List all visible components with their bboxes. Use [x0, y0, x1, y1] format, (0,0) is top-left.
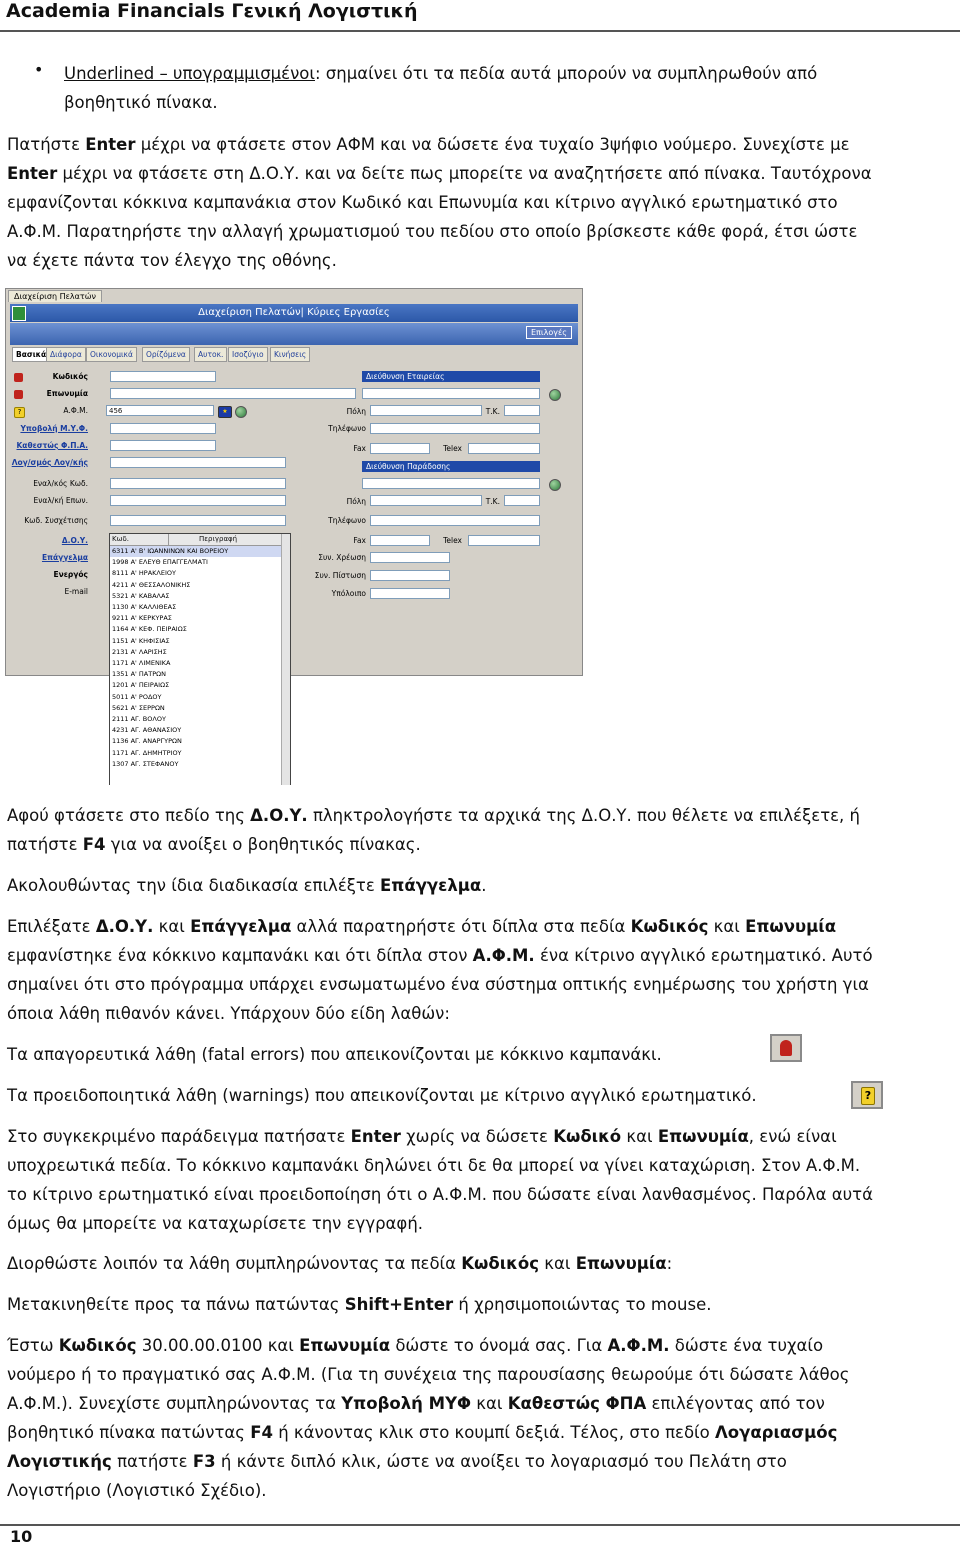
- tab-balance[interactable]: Ισοζύγιο: [228, 347, 268, 362]
- paragraph-example-values: [7, 1331, 947, 1505]
- charges-value: [370, 552, 450, 563]
- delivery-address-input[interactable]: [362, 478, 540, 489]
- t: ή κάνοντας κλικ στο κουμπί δεξιά. Τέλος, στο πεδίο: [272, 1423, 715, 1442]
- footer-divider: [0, 1524, 960, 1526]
- t: δώστε ένα τυχαίο: [669, 1336, 824, 1355]
- t: F4: [250, 1423, 273, 1442]
- t: εμφανίζονται κόκκινα καμπανάκια στον Κωδικό και Επωνυμία και κίτρινο αγγλικό ερωτηματικό στο: [7, 193, 838, 212]
- telex-input[interactable]: [468, 443, 540, 454]
- scrollbar[interactable]: [281, 534, 290, 785]
- t: και: [153, 917, 191, 936]
- t: να έχετε πάντα τον έλεγχο της οθόνης.: [7, 251, 337, 270]
- t: Α.Φ.Μ.: [472, 946, 535, 965]
- t: Κωδικός: [630, 917, 709, 936]
- t: μέχρι να φτάσετε στον ΑΦΜ και να δώσετε ένα τυχαίο 3ψήφιο νούμερο. Συνεχίστε με: [135, 135, 850, 154]
- paragraph-profession: [7, 871, 947, 900]
- app-window: [5, 288, 583, 676]
- t: Α.Φ.Μ.: [607, 1336, 670, 1355]
- fpa-input[interactable]: [110, 440, 216, 451]
- t: όμως θα μπορείτε να καταχωρίσετε την εγγραφή.: [7, 1214, 424, 1233]
- question-warning-icon: ?: [861, 1087, 875, 1105]
- t: ή κάντε διπλό κλικ, ώστε να ανοίξει το λογαριασμό του Πελάτη στο: [215, 1452, 787, 1471]
- label-kod-sys: Κωδ. Συσχέτισης: [24, 516, 88, 525]
- paragraph-example: [7, 1122, 947, 1238]
- window-tab[interactable]: Διαχείριση Πελατών: [8, 290, 102, 302]
- warning-icon: ?: [14, 407, 25, 418]
- label-profession: Επάγγελμα: [41, 553, 88, 562]
- label-balance: Υπόλοιπο: [331, 589, 366, 598]
- t: Λογιστήριο (Λογιστικό Σχέδιο).: [7, 1481, 267, 1500]
- t: για να ανοίξει ο βοηθητικός πίνακας.: [105, 835, 421, 854]
- t: Επωνυμία: [657, 1127, 749, 1146]
- t: Επωνυμία: [299, 1336, 391, 1355]
- eu-flag-icon[interactable]: ★: [218, 406, 232, 418]
- globe-icon[interactable]: [549, 389, 561, 401]
- globe-icon[interactable]: [549, 479, 561, 491]
- kod-sys-input[interactable]: [110, 515, 286, 526]
- t: εμφανίστηκε ένα κόκκινο καμπανάκι και ότι δίπλα στον: [7, 946, 473, 965]
- t: Α.Φ.Μ. Παρατηρήστε την αλλαγή χρωματισμού του πεδίου στο οποίο βρίσκεστε κάθε φορά, έτσι ώστε: [7, 222, 858, 241]
- fatal-errors-text: Τα απαγορευτικά λάθη (fatal errors) που απεικονίζονται με κόκκινο καμπανάκι.: [7, 1045, 662, 1064]
- list-item[interactable]: 4211 Α' ΘΕΣΣΑΛΟΝΙΚΗΣ: [112, 580, 191, 589]
- t: .: [481, 876, 487, 895]
- bell-button: [770, 1034, 802, 1062]
- dropdown-rows: [110, 546, 290, 770]
- t: Επωνυμία: [575, 1254, 667, 1273]
- t: Επιλέξατε: [7, 917, 96, 936]
- tab-financial[interactable]: Οικονομικά: [86, 347, 137, 362]
- telex-input-2[interactable]: [468, 535, 540, 546]
- t: Επάγγελμα: [190, 917, 292, 936]
- t: Ακολουθώντας την ίδια διαδικασία επιλέξτε: [7, 876, 381, 895]
- list-item[interactable]: 1307 ΑΓ. ΣΤΕΦΑΝΟΥ: [112, 759, 179, 768]
- t: και: [621, 1127, 658, 1146]
- dropdown-header: [110, 534, 290, 546]
- t: 30.00.00.0100 και: [136, 1336, 300, 1355]
- code-input[interactable]: [110, 371, 216, 382]
- list-item[interactable]: 5621 Α' ΣΕΡΡΩΝ: [112, 703, 165, 712]
- t: επιλέγοντας από τον: [646, 1394, 825, 1413]
- label-doy: Δ.Ο.Υ.: [61, 536, 88, 545]
- tab-misc[interactable]: Διάφορα: [46, 347, 86, 362]
- afm-input[interactable]: 456: [106, 405, 214, 416]
- label-account: Λογ/σμός Λογ/κής: [11, 458, 88, 467]
- t: Καθεστώς ΦΠΑ: [507, 1394, 647, 1413]
- paragraph-errors: [7, 912, 947, 1028]
- t: ή χρησιμοποιώντας το mouse.: [453, 1295, 712, 1314]
- t: δώστε το όνομά σας. Για: [390, 1336, 608, 1355]
- paragraph-intro: [7, 130, 947, 275]
- t: ένα κίτρινο αγγλικό ερωτηματικό. Αυτό: [534, 946, 873, 965]
- tab-basic[interactable]: Βασικά: [12, 347, 50, 362]
- options-button[interactable]: Επιλογές: [526, 326, 572, 339]
- t: και: [539, 1254, 576, 1273]
- label-fpa: Καθεστώς Φ.Π.Α.: [16, 441, 88, 450]
- t: Επωνυμία: [745, 917, 837, 936]
- address-input[interactable]: [362, 388, 540, 399]
- t: Υποβολή ΜΥΦ: [341, 1394, 472, 1413]
- t: , ενώ είναι: [748, 1127, 837, 1146]
- list-item[interactable]: 1998 Α' ΕΛΕΥΘ ΕΠΑΓΓΕΛΜΑΤΙ: [112, 558, 208, 567]
- label-telex: Telex: [443, 444, 462, 453]
- paragraph-correct: [7, 1249, 947, 1278]
- t: Στο συγκεκριμένο παράδειγμα πατήσατε: [7, 1127, 351, 1146]
- bullet-text-a: : σημαίνει ότι τα πεδία αυτά μπορούν να συμπληρωθούν από: [314, 64, 818, 83]
- t: νούμερο ή το πραγματικό σας Α.Φ.Μ. (Για τη συνέχεια της παρουσίασης θεωρούμε ότι δώσατε λάθος: [7, 1365, 850, 1384]
- t: Κωδικός: [58, 1336, 137, 1355]
- t: αλλά παρατηρήστε ότι δίπλα στα πεδία: [291, 917, 631, 936]
- label-fax-2: Fax: [353, 536, 366, 545]
- t: Λογιστικής: [7, 1452, 112, 1471]
- col-desc: Περιγραφή: [199, 535, 238, 543]
- t: :: [666, 1254, 673, 1273]
- bell-icon: [780, 1040, 792, 1056]
- t: Διορθώστε λοιπόν τα λάθη συμπληρώνοντας τα πεδία: [7, 1254, 462, 1273]
- list-item[interactable]: 1136 ΑΓ. ΑΝΑΡΓΥΡΩΝ: [112, 737, 182, 746]
- list-item[interactable]: 6311 Α' Β' ΙΩΑΝΝΙΝΩΝ ΚΑΙ ΒΟΡΕΙΟΥ: [110, 546, 290, 557]
- label-tk-2: Τ.Κ.: [485, 497, 500, 506]
- t: και: [708, 917, 746, 936]
- t: Enter: [350, 1127, 401, 1146]
- label-charges: Συν. Χρέωση: [318, 553, 366, 562]
- doy-dropdown-list[interactable]: [109, 533, 291, 785]
- t: πληκτρολογήστε τα αρχικά της Δ.Ο.Υ. που θέλετε να επιλέξετε, ή: [307, 806, 860, 825]
- t: Α.Φ.Μ.). Συνεχίστε συμπληρώνοντας τα: [7, 1394, 342, 1413]
- bullet-text: [64, 59, 944, 117]
- t: Κωδικό: [553, 1127, 622, 1146]
- tab-transactions[interactable]: Κινήσεις: [270, 347, 310, 362]
- label-email: E-mail: [64, 587, 88, 596]
- t: και: [471, 1394, 508, 1413]
- globe-icon[interactable]: [235, 406, 247, 418]
- bullet-text-b: βοηθητικό πίνακα.: [64, 93, 218, 112]
- t: Shift+Enter: [344, 1295, 454, 1314]
- paragraph-navigate: [7, 1290, 947, 1319]
- list-item[interactable]: 2111 ΑΓ. ΒΟΛΟΥ: [112, 715, 166, 724]
- phone-input-2[interactable]: [370, 515, 540, 526]
- t: F4: [82, 835, 106, 854]
- label-phone-2: Τηλέφωνο: [328, 516, 366, 525]
- delivery-address-header: Διεύθυνση Παράδοσης: [362, 461, 540, 472]
- tk-input[interactable]: [504, 405, 540, 416]
- page-number: 10: [10, 1527, 33, 1546]
- t: Έστω: [7, 1336, 59, 1355]
- t: Κωδικός: [461, 1254, 539, 1273]
- t: βοηθητικό πίνακα πατώντας: [7, 1423, 251, 1442]
- account-input[interactable]: [110, 457, 286, 468]
- t: F3: [192, 1452, 216, 1471]
- header-divider: [0, 30, 960, 32]
- warning-button: [851, 1081, 883, 1109]
- tk-input-2[interactable]: [504, 495, 540, 506]
- t: σημαίνει ότι στο πρόγραμμα υπάρχει ενσωματωμένο ένα σύστημα οπτικής ενημέρωσης του χρήστη για: [7, 975, 869, 994]
- t: Enter: [85, 135, 136, 154]
- label-tk: Τ.Κ.: [485, 407, 500, 416]
- tab-auto[interactable]: Αυτοκ.: [194, 347, 227, 362]
- alt-code-input[interactable]: [110, 478, 286, 489]
- t: Δ.Ο.Υ.: [95, 917, 154, 936]
- t: Επάγγελμα: [380, 876, 482, 895]
- paragraph-doy: [7, 801, 947, 859]
- label-afm: Α.Φ.Μ.: [63, 406, 88, 415]
- t: υποχρεωτικά πεδία. Το κόκκινο καμπανάκι δηλώνει ότι δε θα μπορεί να γίνει καταχώριση. Στον Α.Φ.Μ.: [7, 1156, 861, 1175]
- t: Δ.Ο.Υ.: [250, 806, 308, 825]
- t: Πατήστε: [7, 135, 86, 154]
- t: Μετακινηθείτε προς τα πάνω πατώντας: [7, 1295, 345, 1314]
- list-item[interactable]: 2131 Α' ΛΑΡΙΣΗΣ: [112, 647, 167, 656]
- label-fax: Fax: [353, 444, 366, 453]
- label-telex-2: Telex: [443, 536, 462, 545]
- name-input[interactable]: [110, 388, 356, 399]
- window-subbar: [10, 323, 578, 345]
- label-myf: Υποβολή Μ.Υ.Φ.: [20, 424, 88, 433]
- list-item[interactable]: 4231 ΑΓ. ΑΘΑΝΑΣΙΟΥ: [112, 726, 182, 735]
- bullet-dot: •: [34, 60, 44, 79]
- label-phone: Τηλέφωνο: [328, 424, 366, 433]
- t: Λογαριασμός: [714, 1423, 838, 1442]
- t: χωρίς να δώσετε: [400, 1127, 554, 1146]
- t: Αφού φτάσετε στο πεδίο της: [7, 806, 251, 825]
- list-item[interactable]: 8111 Α' ΗΡΑΚΛΕΙΟΥ: [112, 569, 176, 578]
- phone-input[interactable]: [370, 423, 540, 434]
- t: πατήστε: [111, 1452, 193, 1471]
- list-item[interactable]: 1171 Α' ΛΙΜΕΝΙΚΑ: [112, 659, 171, 668]
- window-title: Διαχείριση Πελατών| Κύριες Εργασίες: [10, 304, 578, 322]
- t: όποια λάθη πιθανόν κάνει. Υπάρχουν δύο είδη λαθών:: [7, 1004, 450, 1023]
- app-logo-icon: [12, 306, 26, 321]
- list-item[interactable]: 5321 Α' ΚΑΒΑΛΑΣ: [112, 591, 170, 600]
- label-name: Επωνυμία: [46, 389, 88, 398]
- alt-name-input[interactable]: [110, 495, 286, 506]
- t: Enter: [7, 164, 58, 183]
- label-alt-name: Εναλ/κή Επων.: [33, 496, 88, 505]
- list-item[interactable]: 1151 Α' ΚΗΦΙΣΙΑΣ: [112, 636, 170, 645]
- label-active: Ενεργός: [53, 570, 88, 579]
- label-city-2: Πόλη: [346, 497, 366, 506]
- list-item[interactable]: 1171 ΑΓ. ΔΗΜΗΤΡΙΟΥ: [112, 748, 182, 757]
- label-credits: Συν. Πίστωση: [314, 571, 366, 580]
- col-code: Κωδ.: [110, 534, 169, 545]
- warnings-text: Τα προειδοποιητικά λάθη (warnings) που απεικονίζονται με κίτρινο αγγλικό ερωτηματικό.: [7, 1086, 757, 1105]
- list-item[interactable]: 9211 Α' ΚΕΡΚΥΡΑΣ: [112, 614, 172, 623]
- myf-input[interactable]: [110, 423, 216, 434]
- tab-defined[interactable]: Ορίζόμενα: [142, 347, 190, 362]
- t: το κίτρινο ερωτηματικό είναι προειδοποίηση ότι ο Α.Φ.Μ. που δώσατε είναι λανθασμένος. Παρόλα αυτά: [7, 1185, 873, 1204]
- app-screenshot: [5, 288, 583, 785]
- credits-value: [370, 570, 450, 581]
- balance-value: [370, 588, 450, 599]
- list-item[interactable]: 1130 Α' ΚΑΛΛΙΘΕΑΣ: [112, 603, 177, 612]
- company-address-header: Διεύθυνση Εταιρείας: [362, 371, 540, 382]
- t: μέχρι να φτάσετε στη Δ.Ο.Υ. και να δείτε πως μπορείτε να αναζητήσετε από πίνακα. Ταυτόχρονα: [57, 164, 872, 183]
- list-item[interactable]: 1201 Α' ΠΕΙΡΑΙΩΣ: [112, 681, 170, 690]
- list-item[interactable]: 1351 Α' ΠΑΤΡΩΝ: [112, 670, 166, 679]
- t: πατήστε: [7, 835, 83, 854]
- label-city: Πόλη: [346, 407, 366, 416]
- label-code: Κωδικός: [52, 372, 88, 381]
- list-item[interactable]: 1164 Α' ΚΕΦ. ΠΕΙΡΑΙΩΣ: [112, 625, 187, 634]
- label-alt-code: Εναλ/κός Κωδ.: [33, 479, 88, 488]
- list-item[interactable]: 5011 Α' ΡΟΔΟΥ: [112, 692, 162, 701]
- page-header-title: Academia Financials Γενική Λογιστική: [6, 0, 418, 22]
- bullet-underlined-term: Underlined – υπογραμμισμένοι: [64, 64, 315, 83]
